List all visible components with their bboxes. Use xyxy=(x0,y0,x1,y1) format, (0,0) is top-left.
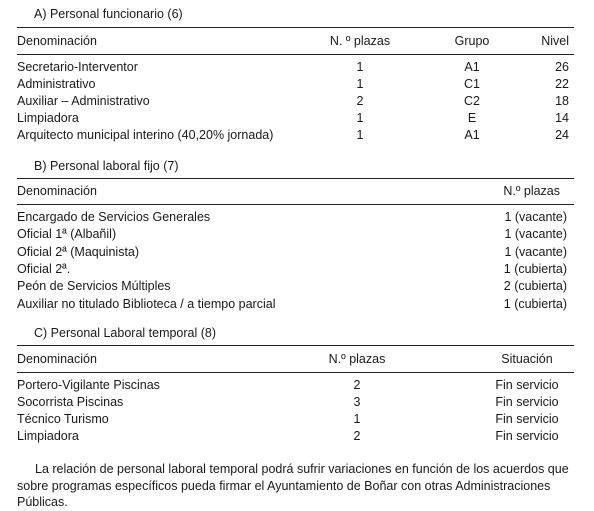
row-denominacion: Oficial 2ª (Maquinista) xyxy=(17,244,140,259)
table-row xyxy=(0,413,594,429)
section-a-top-rule xyxy=(17,27,574,28)
table-row xyxy=(0,246,594,262)
row-plazas: 1 (cubierta) xyxy=(503,261,567,276)
section-b-title: B) Personal laboral fijo (7) xyxy=(34,159,179,173)
table-row xyxy=(0,129,594,145)
row-denominacion: Oficial 2ª. xyxy=(17,261,71,276)
row-plazas: 1 xyxy=(356,128,364,142)
table-row xyxy=(0,280,594,296)
section-c-title: C) Personal Laboral temporal (8) xyxy=(34,326,217,340)
table-row xyxy=(0,298,594,314)
row-nivel: 14 xyxy=(555,111,569,125)
col-plazas: N.º plazas xyxy=(328,352,386,366)
section-b-top-rule xyxy=(17,178,574,179)
row-plazas: 1 xyxy=(356,111,364,125)
row-situacion: Fin servicio xyxy=(495,378,559,392)
row-denominacion: Oficial 1ª (Albañil) xyxy=(17,227,117,242)
row-plazas: 2 (cubierta) xyxy=(503,279,567,294)
row-situacion: Fin servicio xyxy=(495,412,559,426)
row-situacion: Fin servicio xyxy=(495,395,559,409)
row-denominacion: Administrativo xyxy=(17,77,96,91)
row-denominacion: Limpiadora xyxy=(17,111,79,125)
col-denominacion: Denominación xyxy=(17,184,97,198)
row-plazas: 1 (vacante) xyxy=(504,244,567,259)
row-plazas: 1 (cubierta) xyxy=(503,296,567,311)
row-denominacion: Auxiliar – Administrativo xyxy=(17,94,150,108)
table-row xyxy=(0,78,594,94)
row-denominacion: Peón de Servicios Múltiples xyxy=(17,279,171,294)
note-paragraph: La relación de personal laboral temporal podrá sufrir variaciones en función de los acuerdos que sobre programas específicos pueda firmar el Ayuntamiento de Boñar con otras Administraciones Públicas. xyxy=(17,462,569,509)
row-plazas: 1 xyxy=(356,60,364,74)
row-denominacion: Socorrista Piscinas xyxy=(17,395,124,409)
row-grupo: C2 xyxy=(464,94,480,108)
row-nivel: 22 xyxy=(555,77,569,91)
table-row xyxy=(0,112,594,128)
section-c-top-rule xyxy=(17,345,574,346)
section-c-header xyxy=(0,353,594,369)
table-row xyxy=(0,228,594,244)
col-grupo: Grupo xyxy=(454,34,490,48)
row-nivel: 26 xyxy=(555,60,569,74)
section-a-header-rule xyxy=(17,54,574,55)
row-denominacion: Secretario-Interventor xyxy=(17,60,138,74)
row-denominacion: Técnico Turismo xyxy=(17,412,109,426)
row-denominacion: Limpiadora xyxy=(17,429,79,443)
row-denominacion: Arquitecto municipal interino (40,20% jornada) xyxy=(17,128,274,142)
section-b-header xyxy=(0,185,594,201)
row-plazas: 1 xyxy=(353,412,361,426)
table-row xyxy=(0,379,594,395)
section-b-header-rule xyxy=(17,204,574,205)
table-row xyxy=(0,61,594,77)
row-denominacion: Auxiliar no titulado Biblioteca / a tiempo parcial xyxy=(17,296,276,311)
table-row xyxy=(0,95,594,111)
row-plazas: 1 xyxy=(356,77,364,91)
table-row xyxy=(0,396,594,412)
row-nivel: 18 xyxy=(555,94,569,108)
row-grupo: A1 xyxy=(464,128,480,142)
section-a-title: A) Personal funcionario (6) xyxy=(34,7,183,21)
section-a-header xyxy=(0,35,594,51)
col-nivel: Nivel xyxy=(541,34,569,48)
row-denominacion: Encargado de Servicios Generales xyxy=(17,210,211,224)
row-grupo: A1 xyxy=(464,60,480,74)
col-plazas: N.º plazas xyxy=(503,184,560,198)
row-denominacion: Portero-Vigilante Piscinas xyxy=(17,378,160,392)
row-situacion: Fin servicio xyxy=(495,429,559,443)
table-row xyxy=(0,211,594,227)
col-denominacion: Denominación xyxy=(17,352,97,366)
row-nivel: 24 xyxy=(555,128,569,142)
col-denominacion: Denominación xyxy=(17,34,97,48)
table-row xyxy=(0,263,594,279)
row-plazas: 2 xyxy=(356,94,364,108)
row-plazas: 1 (vacante) xyxy=(504,210,567,224)
row-plazas: 2 xyxy=(353,378,361,392)
row-plazas: 1 (vacante) xyxy=(504,227,567,242)
col-situacion: Situación xyxy=(501,352,553,366)
row-plazas: 2 xyxy=(353,429,361,443)
row-grupo: E xyxy=(467,111,477,125)
row-grupo: C1 xyxy=(464,77,480,91)
row-plazas: 3 xyxy=(353,395,361,409)
section-c-header-rule xyxy=(17,372,574,373)
table-row xyxy=(0,430,594,446)
col-plazas: N. º plazas xyxy=(329,34,391,48)
